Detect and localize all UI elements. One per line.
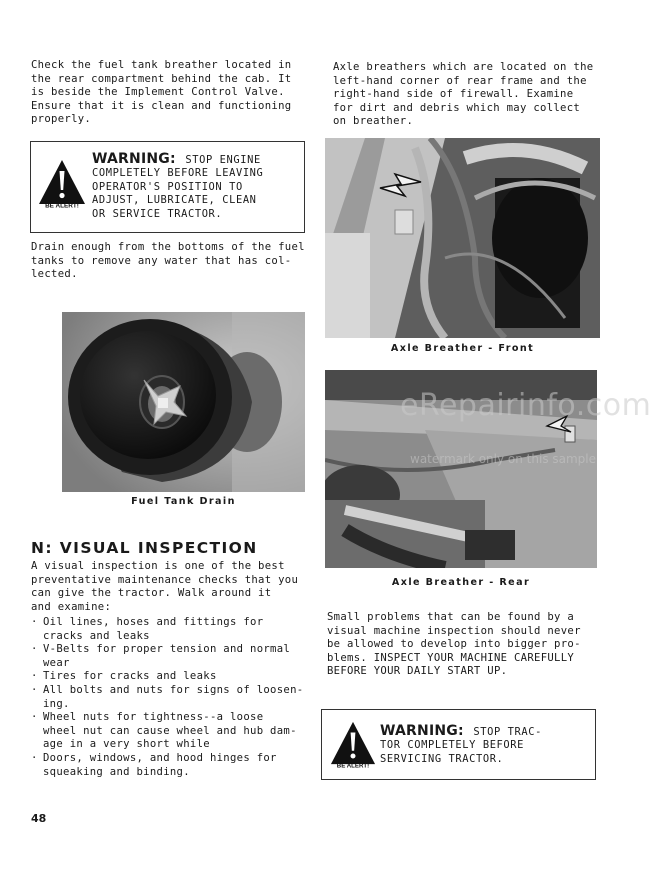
be-alert-warning-icon [37, 158, 87, 208]
fuel-tank-drain-photo [62, 312, 305, 492]
watermark-logo: eRepairinfo.com [400, 388, 652, 423]
warning-box-tractor [321, 709, 596, 780]
checklist-item: . Oil lines, hoses and fittings for cracks and leaks [31, 616, 311, 643]
fuel-tank-drain-caption: Fuel Tank Drain [131, 496, 236, 507]
inspection-checklist [31, 616, 311, 779]
checklist-item: . V-Belts for proper tension and normal wear [31, 643, 311, 670]
axle-breather-front-photo [325, 138, 600, 338]
checklist-item: . Doors, windows, and hood hinges for squeaking and binding. [31, 752, 311, 779]
visual-intro-paragraph: A visual inspection is one of the best preventative maintenance checks that you can give the tractor. Walk around it and examine: [31, 560, 299, 613]
be-alert-label: BE ALERT! [336, 762, 370, 769]
warning-body: COMPLETELY BEFORE LEAVING OPERATOR'S POSITION TO ADJUST, LUBRICATE, CLEAN OR SERVICE TRACTOR. [92, 167, 264, 220]
warning-lead: STOP TRAC- [473, 726, 542, 738]
be-alert-warning-icon [329, 719, 377, 769]
watermark-subtext: watermark only on this sample [410, 452, 597, 466]
checklist-item: . Wheel nuts for tightness--a loose wheel nut can cause wheel and hub dam- age in a very short while [31, 711, 311, 752]
drain-paragraph: Drain enough from the bottoms of the fuel tanks to remove any water that has col- lected. [31, 241, 305, 281]
axle-breather-paragraph: Axle breathers which are located on the left-hand corner of rear frame and the right-hand side of firewall. Examine for dirt and debris which may collect on breather. [333, 61, 594, 128]
be-alert-label: BE ALERT! [45, 202, 79, 208]
checklist-item: . All bolts and nuts for signs of loosen- ing. [31, 684, 311, 711]
fuel-breather-paragraph: Check the fuel tank breather located in the rear compartment behind the cab. It is beside the Implement Control Valve. Ensure that it is clean and functioning properly. [31, 59, 292, 126]
axle-breather-rear-caption: Axle Breather - Rear [391, 577, 531, 588]
warning-body: TOR COMPLETELY BEFORE SERVICING TRACTOR. [380, 739, 524, 765]
page-number: 48 [31, 812, 47, 825]
axle-breather-front-caption: Axle Breather - Front [390, 343, 535, 354]
warning-title: WARNING: [380, 723, 464, 739]
warning-lead: STOP ENGINE [185, 154, 261, 166]
warning-title: WARNING: [92, 151, 176, 167]
warning-box-engine [30, 141, 305, 233]
section-title: N: VISUAL INSPECTION [31, 539, 258, 557]
small-problems-paragraph: Small problems that can be found by a visual machine inspection should never be allowed to develop into bigger pro- blems. INSPECT YOUR MACHINE CAREFULLY BEFORE YOUR DAILY START UP. [327, 611, 581, 678]
checklist-item: . Tires for cracks and leaks [31, 670, 311, 684]
